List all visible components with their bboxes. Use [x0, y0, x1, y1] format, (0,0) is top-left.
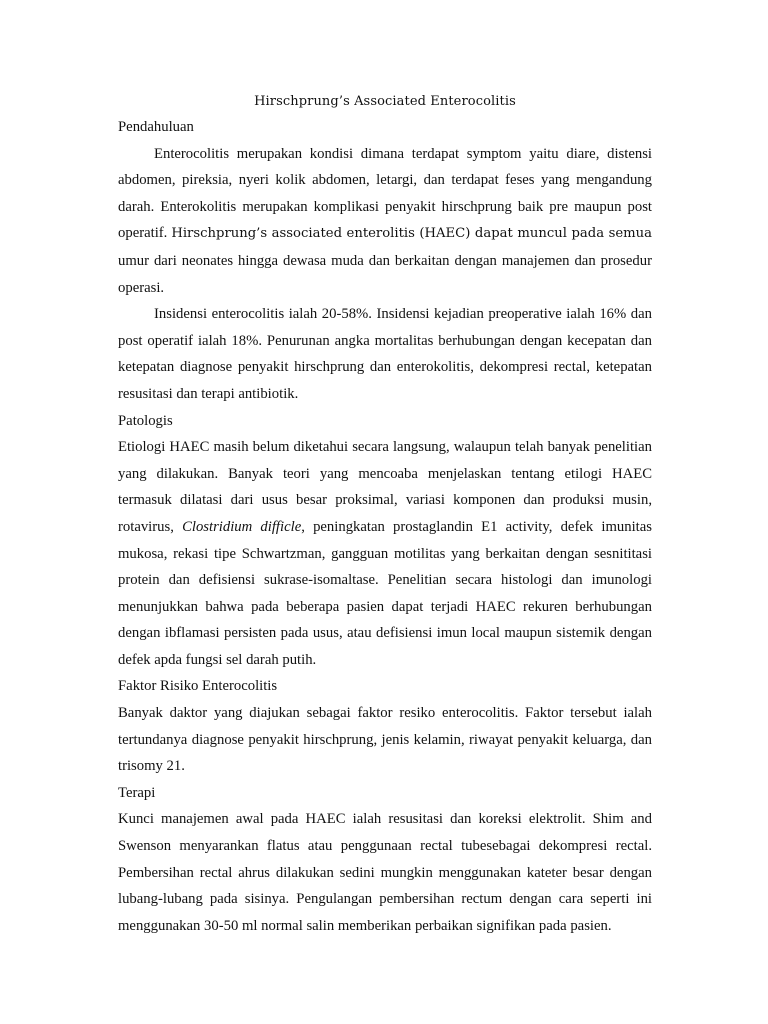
paragraph-text: Etiologi HAEC masih belum diketahui secara langsung, walaupun telah banyak penelitian yang dilakukan. Banyak teori yang mencoaba menjelaskan tentang etilogi HAEC termasuk dilatasi dari usus besar proksimal, variasi komponen dan produksi musin, rotavirus,: [118, 439, 652, 535]
paragraph-terapi-1: Kunci manajemen awal pada HAEC ialah resusitasi dan koreksi elektrolit. Shim and Swenson menyarankan flatus atau penggunaan rectal tubesebagai dekompresi rectal. Pembersihan rectal ahrus dilakukan sedini mungkin menggunakan kateter besar dengan lubang-lubang pada sisinya. Pengulangan pembersihan rectum dengan cara seperti ini menggunakan 30-50 ml normal salin memberikan perbaikan signifikan pada pasien.: [118, 811, 652, 934]
section-heading-faktor-risiko: Faktor Risiko Enterocolitis: [118, 678, 278, 695]
section-heading-patologis: Patologis: [118, 412, 173, 429]
paragraph-text: , peningkatan prostaglandin E1 activity, defek imunitas mukosa, rekasi tipe Schwartzman, gangguan motilitas yang berkaitan dengan sesnititasi protein dan defisiensi sukrase-isomaltase. Penelitian secara histologi dan imunologi menunjukkan bahwa pada beberapa pasien dapat terjadi HAEC rekuren berhubungan dengan ibflamasi persisten pada usus, atau defisiensi imun local maupun sistemik dengan defek apda fungsi sel darah putih.: [118, 518, 652, 668]
paragraph-text: umur dari neonates hingga dewasa muda dan berkaitan dengan manajemen dan prosedur operasi.: [118, 252, 652, 296]
paragraph-pendahuluan-1: [118, 141, 652, 302]
paragraph-pendahuluan-2: Insidensi enterocolitis ialah 20-58%. Insidensi kejadian preoperative ialah 16% dan post operatif ialah 18%. Penurunan angka mortalitas berhubungan dengan kecepatan dan ketepatan diagnose penyakit hirschprung dan enterokolitis, dekompresi rectal, ketepatan resusitasi dan terapi antibiotik.: [118, 306, 652, 402]
document-title: Hirschprung’s Associated Enterocolitis: [254, 94, 516, 109]
italic-term: Clostridium difficle: [182, 518, 302, 535]
paragraph-text: Enterocolitis merupakan kondisi dimana terdapat symptom yaitu diare, distensi abdomen, pireksia, nyeri kolik abdomen, letargi, dan terdapat feses yang mengandung darah. Enterokolitis merupakan komplikasi penyakit hirschprung baik pre maupun post operatif.: [118, 145, 652, 242]
document-body: [118, 90, 652, 939]
section-heading-pendahuluan: Pendahuluan: [118, 119, 194, 135]
section-heading-terapi: Terapi: [118, 784, 156, 801]
paragraph-text-alt-font: Hirschprung’s associated enterolitis (HAEC) dapat muncul pada semua: [171, 226, 652, 242]
paragraph-faktor-risiko-1: Banyak daktor yang diajukan sebagai faktor resiko enterocolitis. Faktor tersebut ialah tertundanya diagnose penyakit hirschprung, jenis kelamin, riwayat penyakit keluarga, dan trisomy 21.: [118, 705, 652, 775]
paragraph-patologis-1: [118, 434, 652, 673]
